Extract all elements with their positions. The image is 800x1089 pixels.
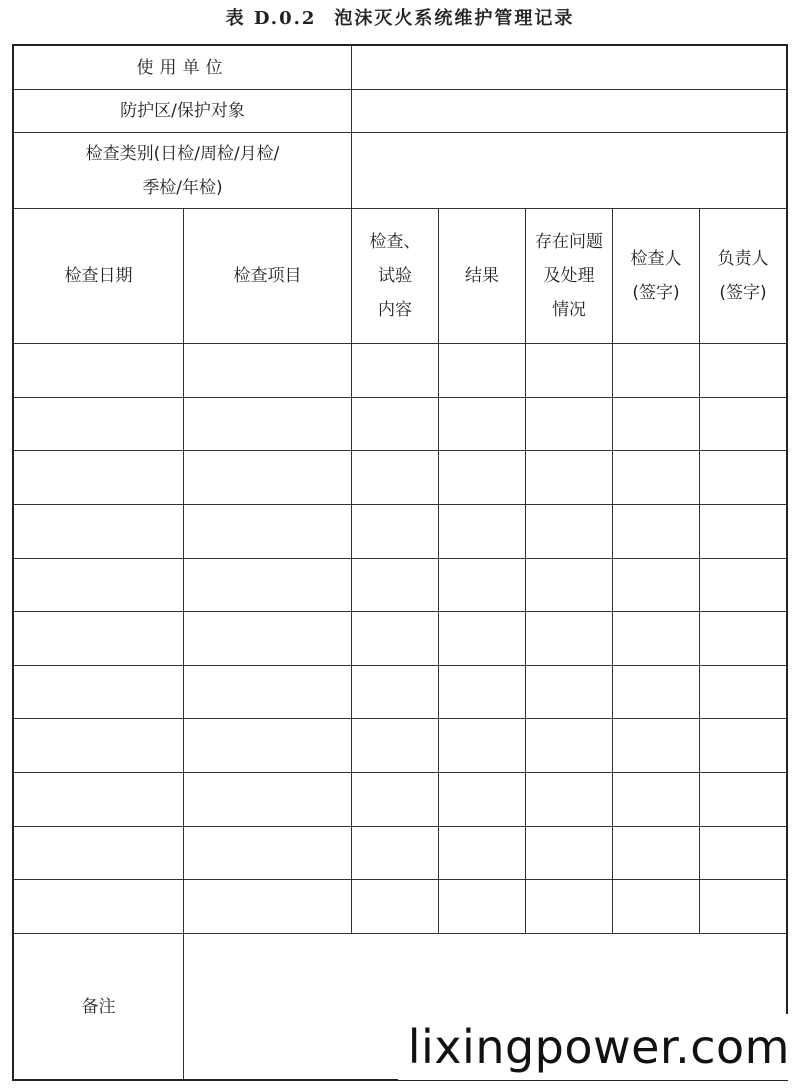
record-cell-item[interactable]	[184, 880, 351, 933]
record-cell-result[interactable]	[439, 612, 525, 665]
record-cell-result[interactable]	[439, 773, 525, 826]
record-cell-issues[interactable]	[526, 344, 612, 397]
record-cell-content[interactable]	[352, 880, 438, 933]
record-cell-content[interactable]	[352, 559, 438, 611]
record-cell-item[interactable]	[184, 666, 351, 718]
record-cell-supervisor[interactable]	[700, 666, 786, 718]
record-cell-supervisor[interactable]	[700, 827, 786, 879]
record-cell-content[interactable]	[352, 398, 438, 450]
record-cell-supervisor[interactable]	[700, 773, 786, 826]
record-cell-supervisor[interactable]	[700, 398, 786, 450]
record-cell-content[interactable]	[352, 827, 438, 879]
record-cell-date[interactable]	[14, 612, 183, 665]
record-cell-item[interactable]	[184, 612, 351, 665]
column-header-result: 结果	[465, 266, 499, 286]
record-cell-result[interactable]	[439, 880, 525, 933]
column-header-item: 检查项目	[233, 266, 302, 286]
column-header-date: 检查日期	[64, 266, 133, 286]
unit-label: 使用单位	[136, 57, 229, 78]
column-header-supervisor: 负责人 (签字)	[717, 249, 769, 303]
record-cell-item[interactable]	[184, 559, 351, 611]
record-cell-item[interactable]	[184, 827, 351, 879]
record-cell-result[interactable]	[439, 398, 525, 450]
unit-value-cell[interactable]	[352, 46, 786, 89]
record-cell-item[interactable]	[184, 773, 351, 826]
record-cell-issues[interactable]	[526, 827, 612, 879]
record-cell-supervisor[interactable]	[700, 451, 786, 504]
category-label: 检查类别(日检/周检/月检/ 季检/年检)	[85, 143, 280, 198]
remarks-label: 备注	[81, 996, 116, 1017]
column-header-inspector: 检查人 (签字)	[630, 249, 682, 303]
record-cell-item[interactable]	[184, 398, 351, 450]
record-cell-supervisor[interactable]	[700, 880, 786, 933]
record-cell-supervisor[interactable]	[700, 559, 786, 611]
record-cell-item[interactable]	[184, 344, 351, 397]
record-cell-date[interactable]	[14, 451, 183, 504]
table-code: 表 D.0.2	[225, 8, 317, 29]
zone-value-cell[interactable]	[352, 90, 786, 132]
record-cell-inspector[interactable]	[613, 398, 699, 450]
record-cell-inspector[interactable]	[613, 719, 699, 772]
record-cell-inspector[interactable]	[613, 344, 699, 397]
record-cell-inspector[interactable]	[613, 827, 699, 879]
record-cell-supervisor[interactable]	[700, 344, 786, 397]
record-cell-issues[interactable]	[526, 880, 612, 933]
record-cell-result[interactable]	[439, 505, 525, 558]
record-cell-issues[interactable]	[526, 719, 612, 772]
record-cell-content[interactable]	[352, 666, 438, 718]
column-header-content: 检查、 试验 内容	[369, 232, 421, 320]
record-cell-result[interactable]	[439, 344, 525, 397]
watermark-text: lixingpower.com	[398, 1014, 790, 1080]
record-cell-inspector[interactable]	[613, 505, 699, 558]
record-cell-inspector[interactable]	[613, 773, 699, 826]
record-cell-issues[interactable]	[526, 559, 612, 611]
record-cell-date[interactable]	[14, 880, 183, 933]
record-cell-result[interactable]	[439, 451, 525, 504]
record-cell-date[interactable]	[14, 719, 183, 772]
record-cell-content[interactable]	[352, 451, 438, 504]
record-cell-inspector[interactable]	[613, 451, 699, 504]
record-cell-content[interactable]	[352, 773, 438, 826]
record-cell-content[interactable]	[352, 612, 438, 665]
record-cell-inspector[interactable]	[613, 666, 699, 718]
record-cell-result[interactable]	[439, 559, 525, 611]
record-cell-result[interactable]	[439, 719, 525, 772]
category-value-cell[interactable]	[352, 133, 786, 208]
record-cell-result[interactable]	[439, 666, 525, 718]
record-cell-content[interactable]	[352, 344, 438, 397]
record-cell-date[interactable]	[14, 344, 183, 397]
record-cell-content[interactable]	[352, 505, 438, 558]
table-title-text: 泡沫灭火系统维护管理记录	[334, 8, 575, 29]
record-cell-date[interactable]	[14, 773, 183, 826]
record-cell-date[interactable]	[14, 827, 183, 879]
record-cell-inspector[interactable]	[613, 880, 699, 933]
record-cell-result[interactable]	[439, 827, 525, 879]
record-cell-supervisor[interactable]	[700, 719, 786, 772]
record-cell-inspector[interactable]	[613, 559, 699, 611]
zone-label: 防护区/保护对象	[120, 101, 245, 121]
record-cell-item[interactable]	[184, 505, 351, 558]
record-cell-issues[interactable]	[526, 398, 612, 450]
record-cell-inspector[interactable]	[613, 612, 699, 665]
record-cell-date[interactable]	[14, 398, 183, 450]
record-cell-issues[interactable]	[526, 612, 612, 665]
record-cell-supervisor[interactable]	[700, 505, 786, 558]
record-cell-item[interactable]	[184, 451, 351, 504]
maintenance-record-form	[12, 44, 788, 1081]
record-cell-supervisor[interactable]	[700, 612, 786, 665]
page-title	[0, 6, 800, 32]
record-cell-date[interactable]	[14, 559, 183, 611]
column-header-issues: 存在问题 及处理 情况	[535, 232, 603, 320]
record-cell-issues[interactable]	[526, 666, 612, 718]
record-cell-issues[interactable]	[526, 505, 612, 558]
record-cell-content[interactable]	[352, 719, 438, 772]
record-cell-issues[interactable]	[526, 451, 612, 504]
record-cell-date[interactable]	[14, 505, 183, 558]
record-cell-date[interactable]	[14, 666, 183, 718]
record-cell-item[interactable]	[184, 719, 351, 772]
record-cell-issues[interactable]	[526, 773, 612, 826]
